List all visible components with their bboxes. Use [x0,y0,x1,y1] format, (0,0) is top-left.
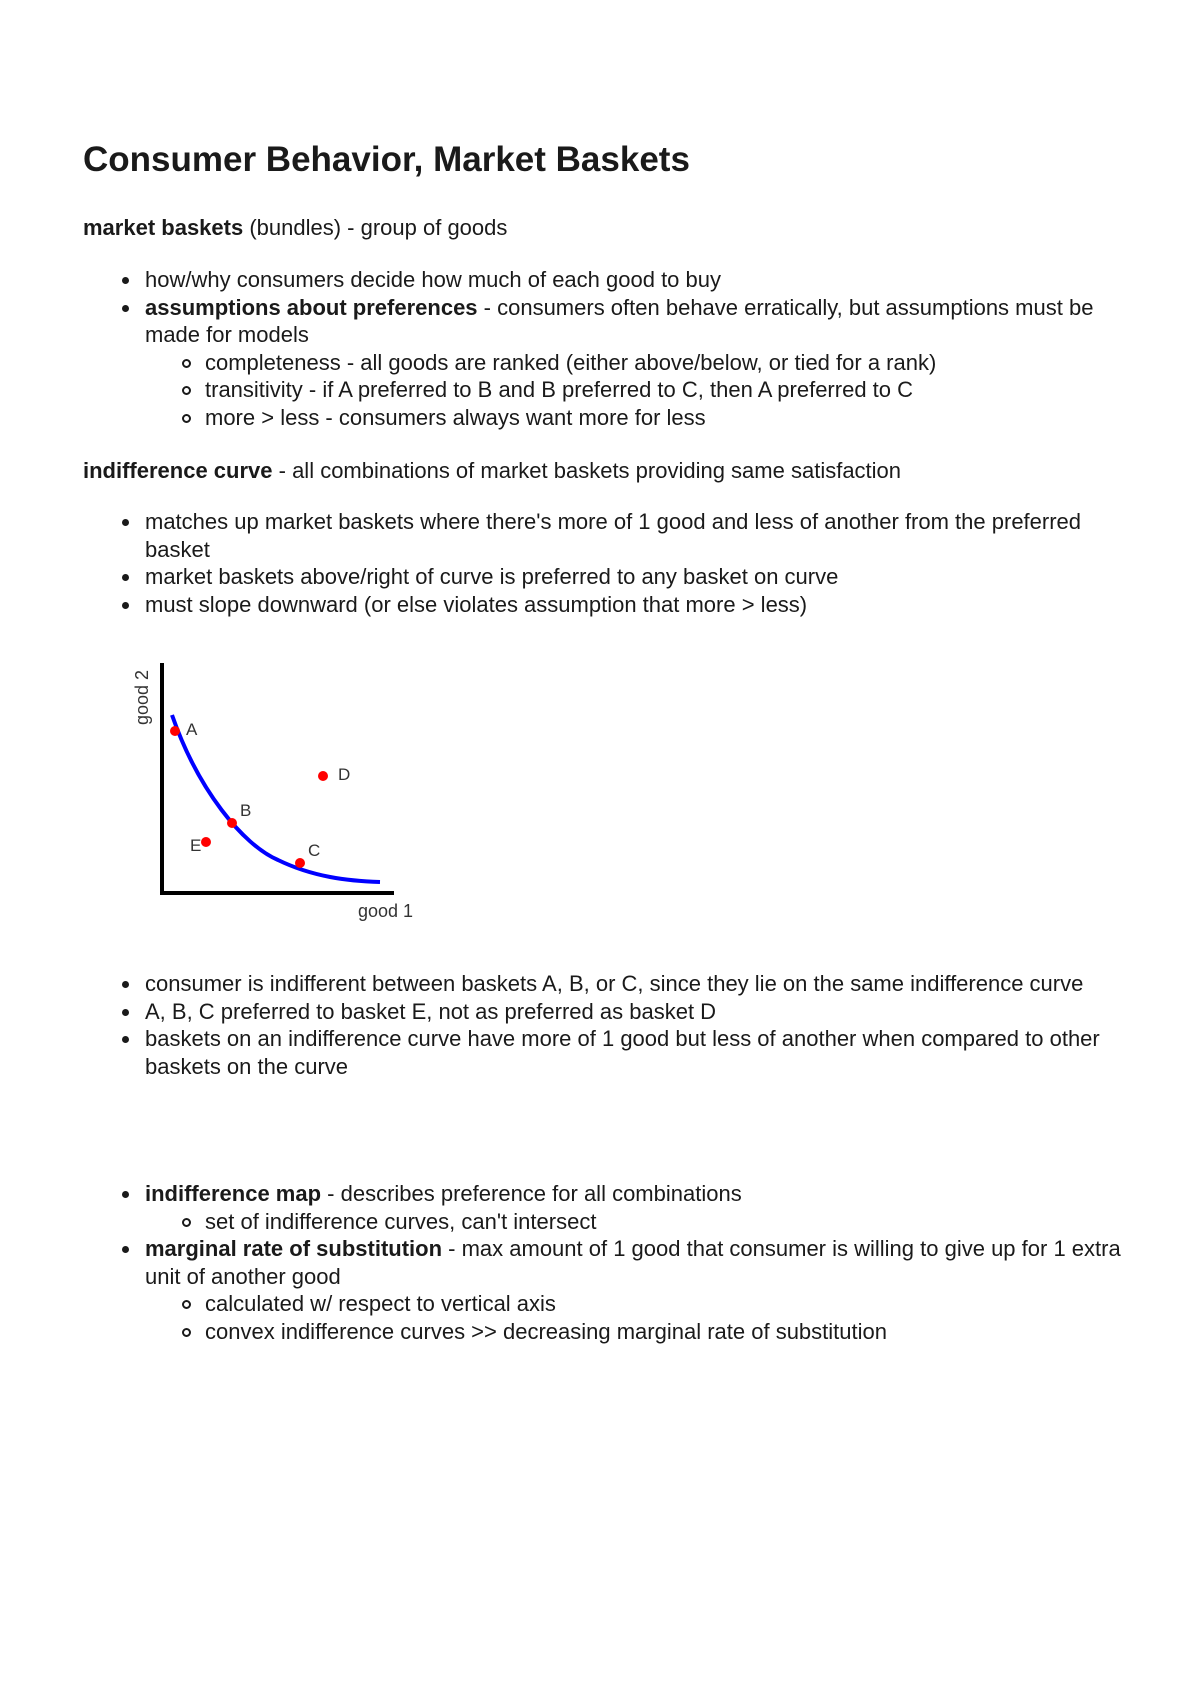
list-item: must slope downward (or else violates assumption that more > less) [83,591,1123,619]
point-label-d: D [338,765,351,784]
chart-svg [128,655,488,925]
term: assumptions about preferences [145,294,478,320]
point-label-b: B [240,801,252,820]
definition-text: - all combinations of market baskets providing same satisfaction [272,458,902,483]
list-item: marginal rate of substitution - max amount of 1 good that consumer is willing to give up for 1 extra unit of another good calculated w/ respect to vertical axis convex indifference curves >> decreasing marginal rate of substitution [83,1235,1123,1345]
list-item: matches up market baskets where there's more of 1 good and less of another from the preferred basket [83,508,1123,563]
list-item: A, B, C preferred to basket E, not as preferred as basket D [83,998,1123,1026]
market-baskets-list [83,266,1123,431]
indifference-curve-line [172,715,380,882]
list-item: market baskets above/right of curve is preferred to any basket on curve [83,563,1123,591]
sub-list-item: more > less - consumers always want more for less [83,404,1123,432]
point-label-e: E [190,836,202,855]
term: market baskets [83,215,244,240]
indifference-curve-list [83,508,1123,618]
page-title: Consumer Behavior, Market Baskets [83,140,690,179]
list-item: assumptions about preferences - consumers often behave erratically, but assumptions must be made for models completeness - all goods are ranked (either above/below, or tied for a rank) transitivity - if A preferred to B and B preferred to C, then A preferred to C more > less - consumers always want more for less [83,294,1123,432]
point-b [227,818,237,828]
term: indifference curve [83,458,273,483]
term: indifference map [145,1181,322,1206]
sub-list [145,1290,1123,1345]
point-a [170,726,180,736]
sub-list-item: convex indifference curves >> decreasing marginal rate of substitution [83,1318,1123,1346]
point-d [318,771,328,781]
definition-text: (bundles) - group of goods [243,215,508,240]
point-e [201,837,211,847]
sub-list [145,1208,1123,1236]
indifference-curve-chart [128,655,488,930]
point-c [295,858,305,868]
point-label-c: C [308,841,321,860]
sub-list-item: calculated w/ respect to vertical axis [83,1290,1123,1318]
list-item: how/why consumers decide how much of each good to buy [83,266,1123,294]
definition-indifference-curve [83,457,901,485]
term: marginal rate of substitution [145,1236,443,1261]
sub-list-item: transitivity - if A preferred to B and B preferred to C, then A preferred to C [83,376,1123,404]
sub-list-item: set of indifference curves, can't intersect [83,1208,1123,1236]
chart-notes-list [83,970,1123,1080]
list-item: baskets on an indifference curve have more of 1 good but less of another when compared to other baskets on the curve [83,1025,1123,1080]
x-axis-label: good 1 [358,901,414,921]
y-axis-label: good 2 [132,669,152,725]
list-item: indifference map - describes preference for all combinations set of indifference curves, can't intersect [83,1180,1123,1235]
list-item: consumer is indifferent between baskets A, B, or C, since they lie on the same indifference curve [83,970,1123,998]
definition-market-baskets [83,214,507,242]
indifference-map-list [83,1180,1123,1345]
point-label-a: A [186,720,198,739]
sub-list-item: completeness - all goods are ranked (either above/below, or tied for a rank) [83,349,1123,377]
sub-list [145,349,1123,432]
